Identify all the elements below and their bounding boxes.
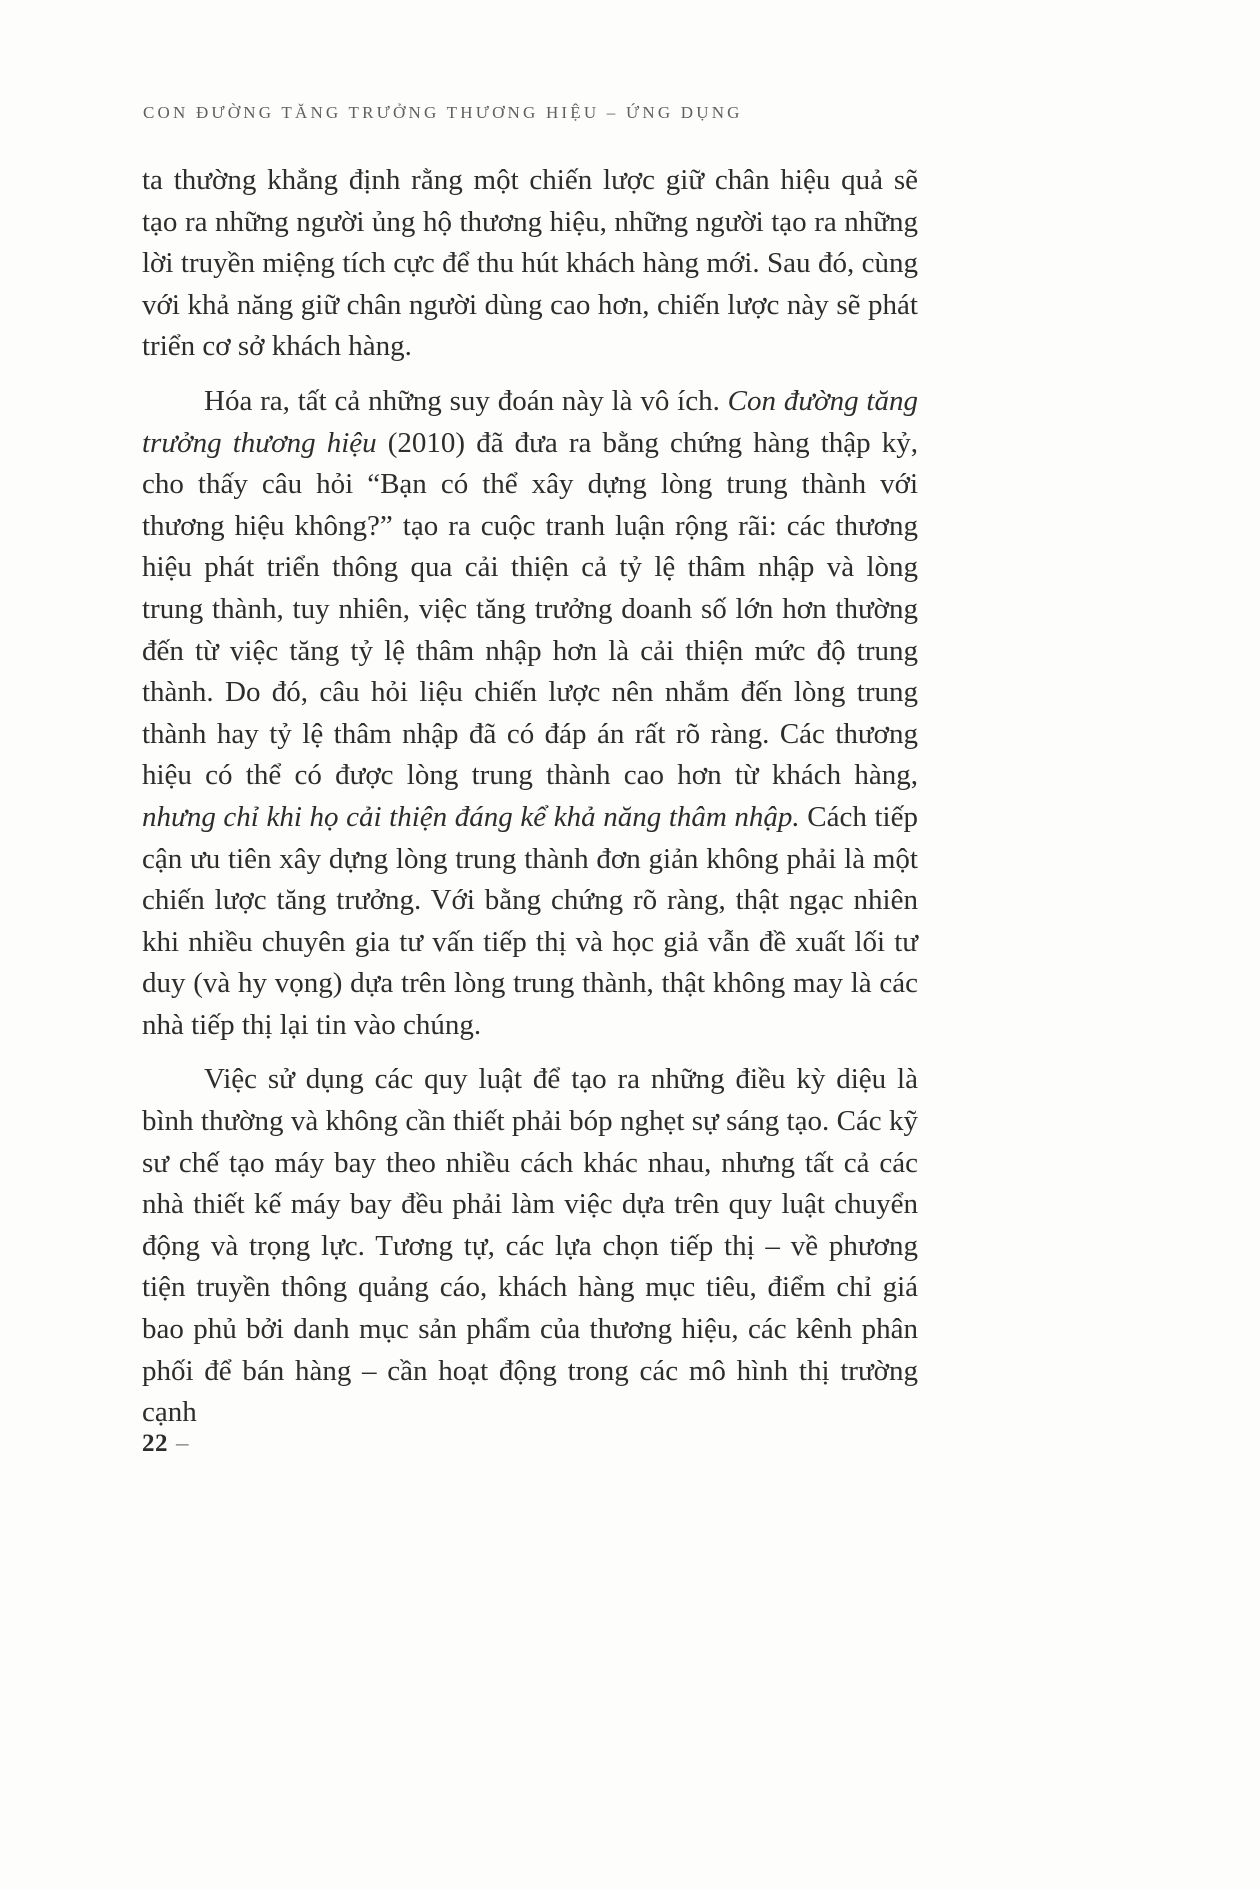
page-footer	[142, 1430, 189, 1458]
text-segment: Cách tiếp cận ưu tiên xây dựng lòng trung thành đơn giản không phải là một chiến lược tăng trưởng. Với bằng chứng rõ ràng, thật ngạc nhiên khi nhiều chuyên gia tư vấn tiếp thị và học giả vẫn đề xuất lối tư duy (và hy vọng) dựa trên lòng trung thành, thật không may là các nhà tiếp thị lại tin vào chúng.	[142, 800, 918, 1041]
text-segment: (2010) đã đưa ra bằng chứng hàng thập kỷ, cho thấy câu hỏi “Bạn có thể xây dựng lòng trung thành với thương hiệu không?” tạo ra cuộc tranh luận rộng rãi: các thương hiệu phát triển thông qua cải thiện cả tỷ lệ thâm nhập và lòng trung thành, tuy nhiên, việc tăng trưởng doanh số lớn hơn thường đến từ việc tăng tỷ lệ thâm nhập hơn là cải thiện mức độ trung thành. Do đó, câu hỏi liệu chiến lược nên nhắm đến lòng trung thành hay tỷ lệ thâm nhập đã có đáp án rất rõ ràng. Các thương hiệu có thể có được lòng trung thành cao hơn từ khách hàng,	[142, 426, 918, 792]
paragraph	[142, 381, 918, 1047]
body-text	[142, 160, 918, 1434]
running-header: CON ĐƯỜNG TĂNG TRƯỞNG THƯƠNG HIỆU – ỨNG DỤNG	[143, 103, 743, 122]
paragraph	[142, 1059, 918, 1433]
text-segment: Việc sử dụng các quy luật để tạo ra những điều kỳ diệu là bình thường và không cần thiết phải bóp nghẹt sự sáng tạo. Các kỹ sư chế tạo máy bay theo nhiều cách khác nhau, nhưng tất cả các nhà thiết kế máy bay đều phải làm việc dựa trên quy luật chuyển động và trọng lực. Tương tự, các lựa chọn tiếp thị – về phương tiện truyền thông quảng cáo, khách hàng mục tiêu, điểm chỉ giá bao phủ bởi danh mục sản phẩm của thương hiệu, các kênh phân phối để bán hàng – cần hoạt động trong các mô hình thị trường cạnh	[142, 1063, 918, 1429]
paragraph	[142, 160, 918, 368]
text-segment: ta thường khẳng định rằng một chiến lược giữ chân hiệu quả sẽ tạo ra những người ủng hộ thương hiệu, những người tạo ra những lời truyền miệng tích cực để thu hút khách hàng mới. Sau đó, cùng với khả năng giữ chân người dùng cao hơn, chiến lược này sẽ phát triển cơ sở khách hàng.	[142, 164, 918, 363]
book-title-italic: Con đường tăng trưởng thương hiệu	[142, 384, 918, 459]
emphasis-italic: nhưng chỉ khi họ cải thiện đáng kể khả năng thâm nhập.	[142, 800, 800, 833]
page-number-dash: –	[176, 1430, 189, 1457]
text-segment: Hóa ra, tất cả những suy đoán này là vô ích.	[204, 384, 728, 417]
page-number: 22	[142, 1430, 168, 1457]
